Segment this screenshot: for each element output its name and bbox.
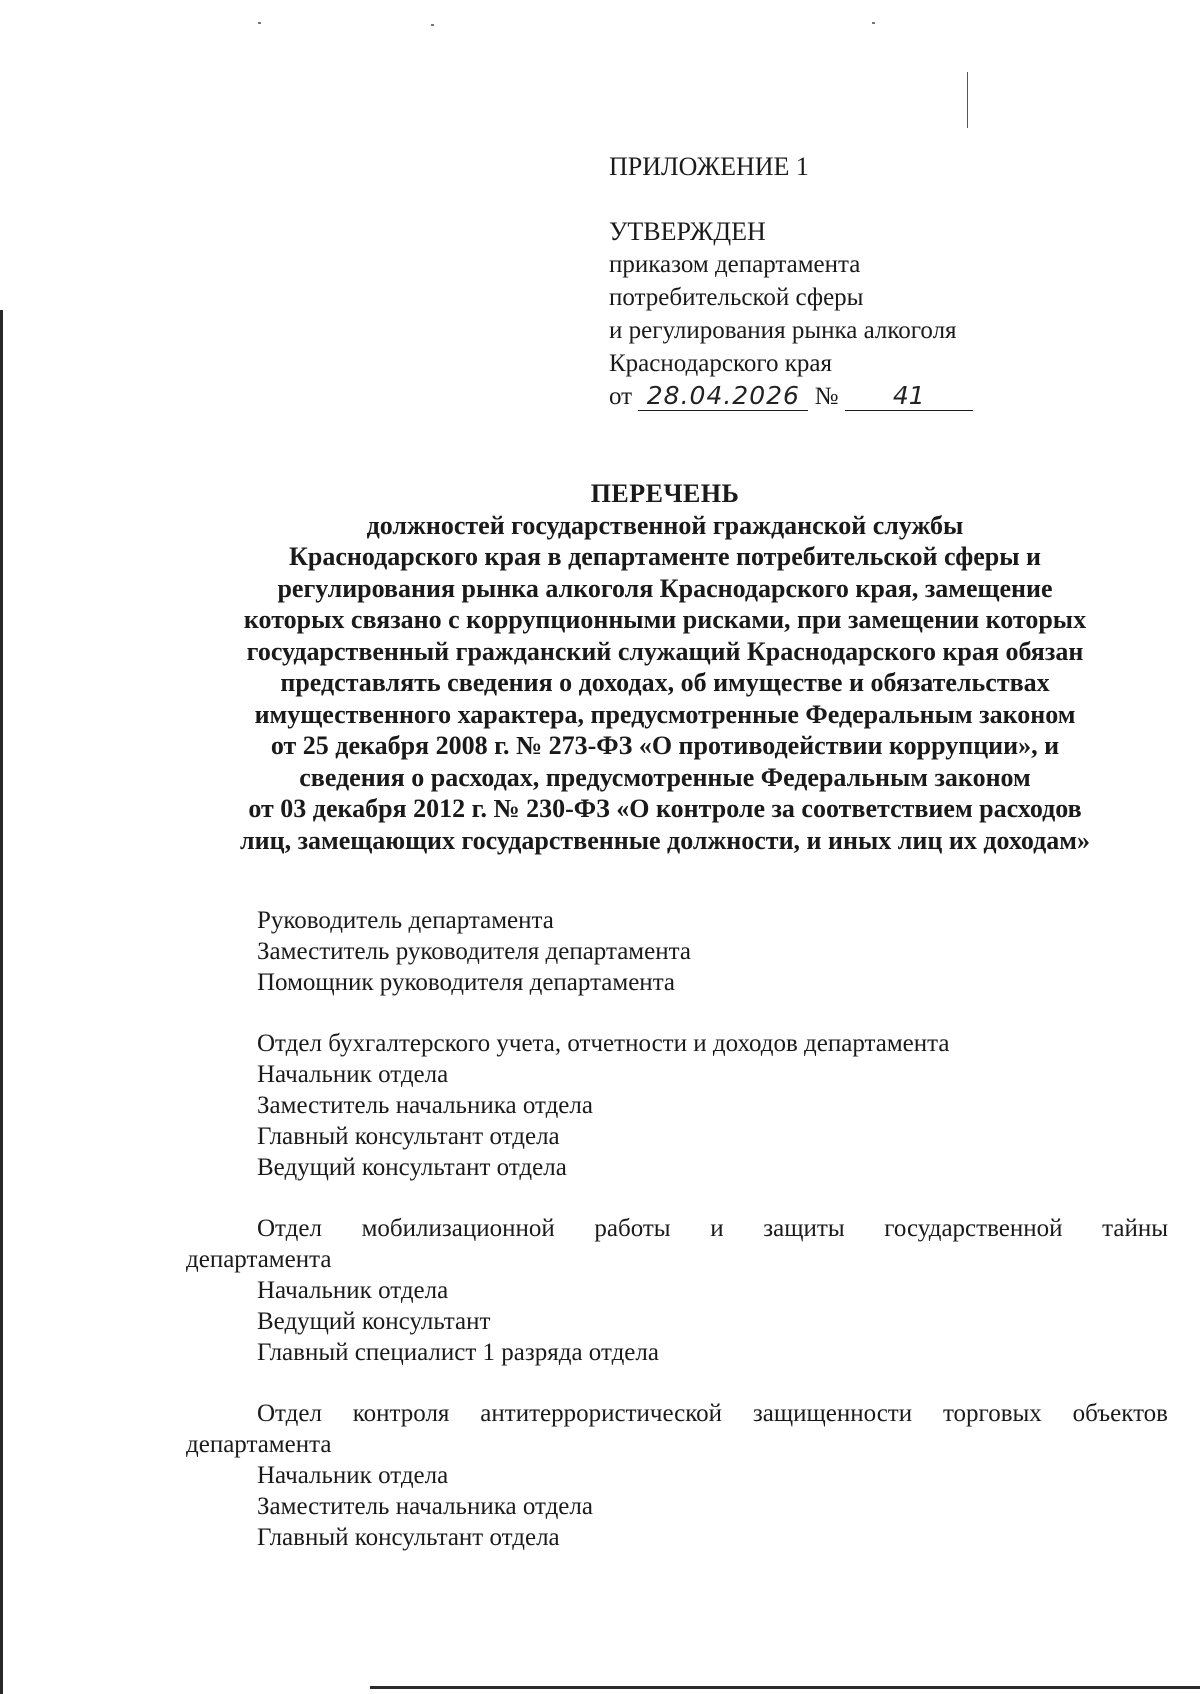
- title-line: от 25 декабря 2008 г. № 273-ФЗ «О противодействии коррупции», и: [270, 731, 1060, 760]
- order-date-handwritten: 28.04.2026: [638, 382, 808, 411]
- title-heading: ПЕРЕЧЕНЬ: [590, 479, 740, 508]
- scan-edge-bottom: [370, 1686, 1200, 1689]
- title-line: должностей государственной гражданской службы: [366, 510, 964, 540]
- approval-block: [609, 150, 1029, 414]
- position-item: Заместитель руководителя департамента: [257, 938, 691, 965]
- positions-list: [186, 905, 1168, 1583]
- date-prefix: от: [609, 383, 633, 410]
- position-item: Руководитель департамента: [257, 907, 554, 934]
- position-item: Заместитель начальника отдела: [257, 1092, 593, 1119]
- scan-mark: [967, 72, 968, 128]
- department-heading-line: департамента: [186, 1246, 332, 1273]
- group-accounting: [186, 1028, 1168, 1183]
- order-number-handwritten: 41: [845, 382, 973, 411]
- document-title: [180, 478, 1150, 856]
- department-heading: [186, 1213, 1168, 1275]
- title-line: от 03 декабря 2012 г. № 230-ФЗ «О контроле за соответствием расходов: [248, 794, 1082, 823]
- title-line: представлять сведения о доходах, об имуществе и обязательствах: [280, 668, 1050, 697]
- department-heading-line: департамента: [186, 1431, 332, 1458]
- position-item: Главный специалист 1 разряда отдела: [257, 1339, 659, 1366]
- department-heading: [186, 1398, 1168, 1460]
- scan-dot: [258, 22, 261, 24]
- title-line: государственный гражданский служащий Краснодарского края обязан: [246, 636, 1084, 666]
- number-prefix: №: [814, 383, 839, 410]
- position-item: Начальник отдела: [257, 1462, 449, 1489]
- approved-label: УТВЕРЖДЕН: [609, 217, 766, 246]
- order-date-line: [609, 380, 1029, 414]
- scan-edge-left: [0, 310, 3, 1694]
- approval-line: приказом департамента: [609, 251, 861, 278]
- position-item: Главный консультант отдела: [257, 1524, 560, 1551]
- appendix-label: ПРИЛОЖЕНИЕ 1: [609, 152, 809, 181]
- approval-line: потребительской сферы: [609, 284, 864, 311]
- position-item: Ведущий консультант: [257, 1308, 491, 1335]
- position-item: Начальник отдела: [257, 1061, 449, 1088]
- position-item: Заместитель начальника отдела: [257, 1493, 593, 1520]
- approval-line: и регулирования рынка алкоголя: [609, 317, 957, 344]
- scan-dot: [872, 22, 875, 24]
- title-line: сведения о расходах, предусмотренные Федеральным законом: [299, 762, 1031, 792]
- position-item: Начальник отдела: [257, 1277, 449, 1304]
- department-heading-line: Отдел контроля антитеррористической защищенности торговых объектов: [257, 1400, 1168, 1427]
- title-line: лиц, замещающих государственные должности, и иных лиц их доходам»: [240, 825, 1090, 855]
- scan-dot: [431, 24, 434, 26]
- department-heading-line: Отдел мобилизационной работы и защиты государственной тайны: [257, 1215, 1168, 1242]
- group-mobilization: [186, 1213, 1168, 1368]
- approval-line: Краснодарского края: [609, 350, 832, 377]
- title-line: регулирования рынка алкоголя Краснодарского края, замещение: [277, 573, 1053, 603]
- title-line: Краснодарского края в департаменте потребительской сферы и: [289, 542, 1041, 571]
- position-item: Главный консультант отдела: [257, 1123, 560, 1150]
- group-antiterror: [186, 1398, 1168, 1553]
- position-item: Ведущий консультант отдела: [257, 1154, 567, 1181]
- position-item: Помощник руководителя департамента: [257, 969, 676, 996]
- department-heading: Отдел бухгалтерского учета, отчетности и доходов департамента: [257, 1030, 950, 1057]
- title-line: имущественного характера, предусмотренные Федеральным законом: [254, 699, 1076, 729]
- group-leadership: [186, 905, 1168, 998]
- title-line: которых связано с коррупционными рисками, при замещении которых: [243, 605, 1087, 634]
